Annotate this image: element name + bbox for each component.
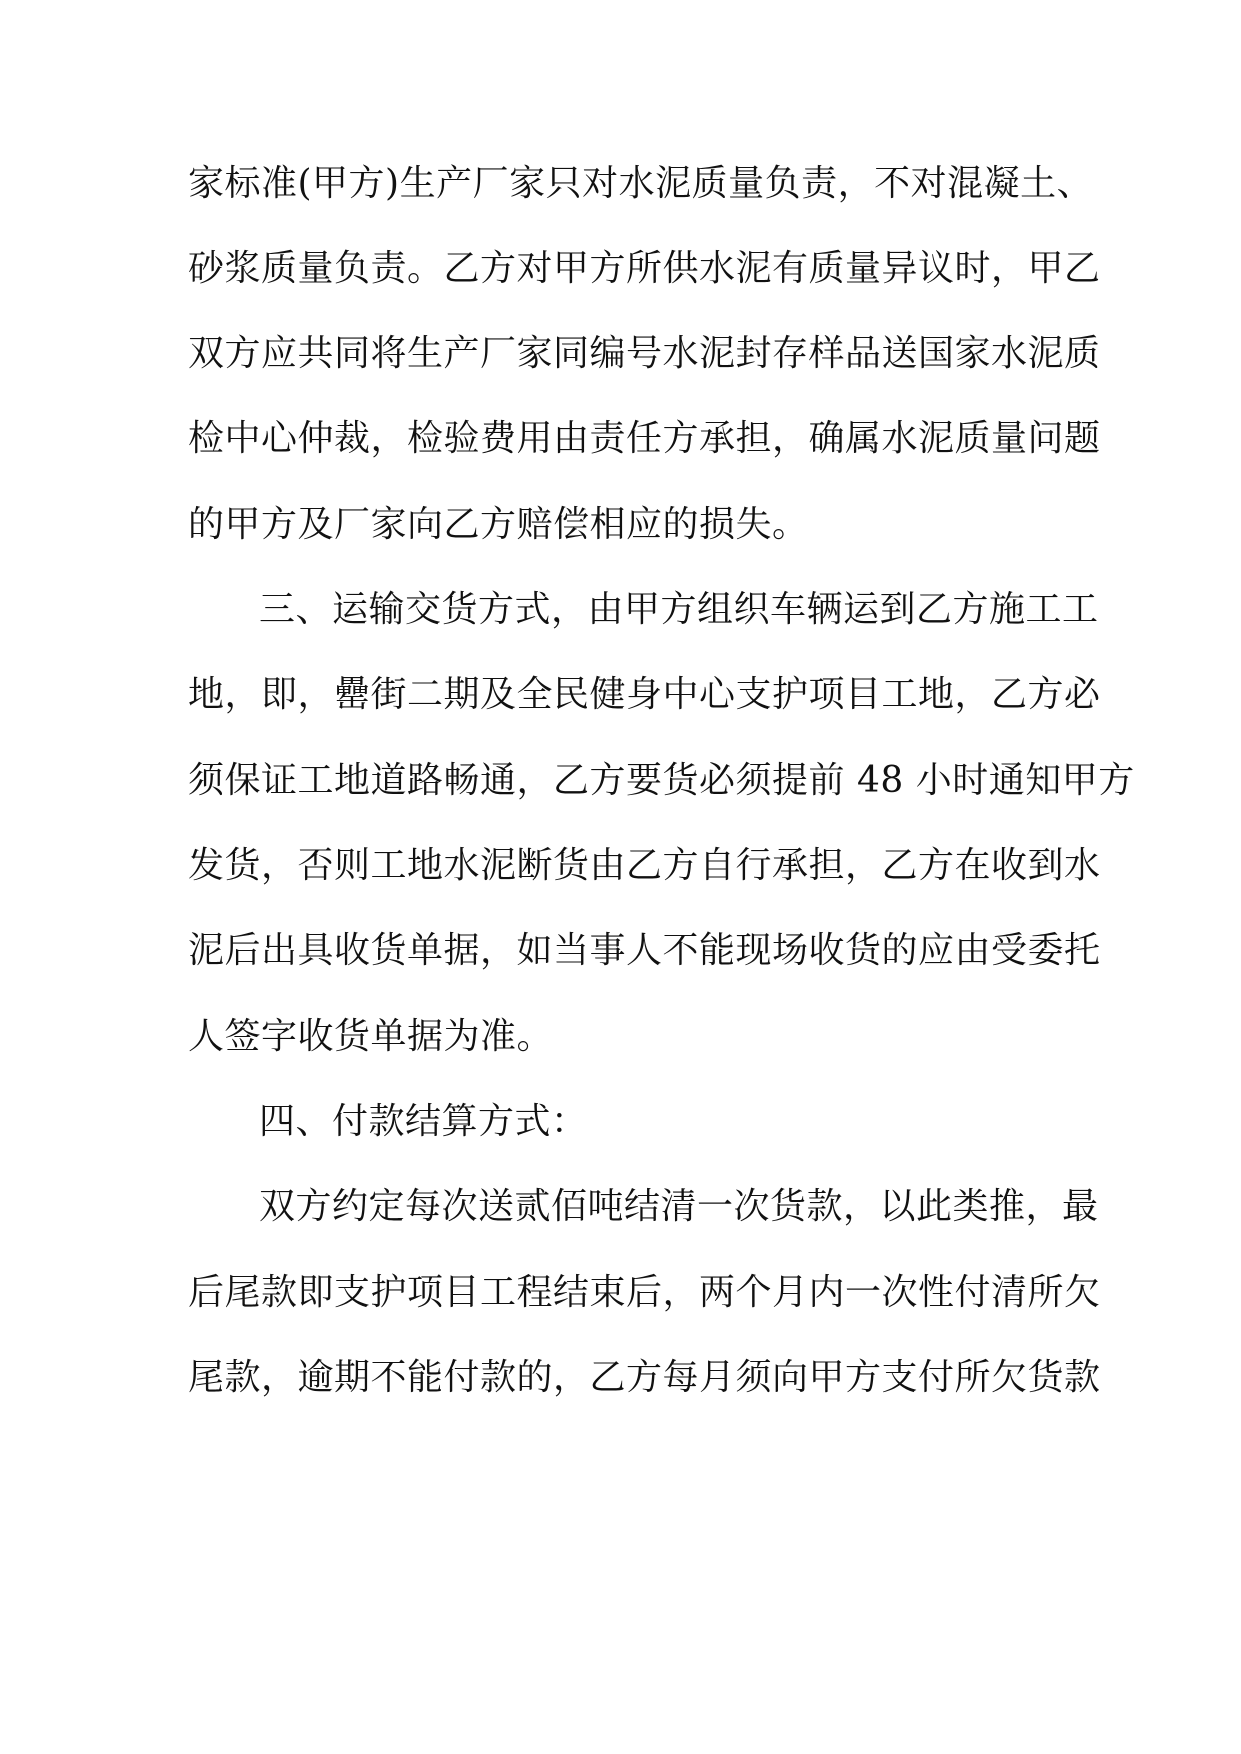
text-line: 后尾款即支护项目工程结束后，两个月内一次性付清所欠: [188, 1272, 1101, 1313]
text-line: 双方约定每次送贰佰吨结清一次货款，以此类推，最: [259, 1186, 1099, 1227]
text-line: 检中心仲裁，检验费用由责任方承担，确属水泥质量问题: [188, 418, 1101, 459]
text-line: 地，即，罍街二期及全民健身中心支护项目工地，乙方必: [188, 674, 1101, 715]
text-line: 发货，否则工地水泥断货由乙方自行承担，乙方在收到水: [188, 845, 1101, 886]
text-line: 泥后出具收货单据，如当事人不能现场收货的应由受委托: [188, 930, 1101, 971]
text-line: 砂浆质量负责。乙方对甲方所供水泥有质量异议时，甲乙: [188, 248, 1101, 289]
text-line: 人签字收货单据为准。: [188, 1016, 554, 1057]
text-line: 须保证工地道路畅通，乙方要货必须提前 48 小时通知甲方: [188, 760, 1135, 801]
text-line: 尾款，逾期不能付款的，乙方每月须向甲方支付所欠货款: [188, 1357, 1101, 1398]
section-three-heading-line: 三、运输交货方式，由甲方组织车辆运到乙方施工工: [259, 589, 1099, 630]
text-line: 家标准(甲方)生产厂家只对水泥质量负责，不对混凝土、: [188, 163, 1094, 204]
text-line: 双方应共同将生产厂家同编号水泥封存样品送国家水泥质: [188, 333, 1101, 374]
text-line: 的甲方及厂家向乙方赔偿相应的损失。: [188, 504, 809, 545]
section-four-heading: 四、付款结算方式：: [259, 1101, 588, 1142]
